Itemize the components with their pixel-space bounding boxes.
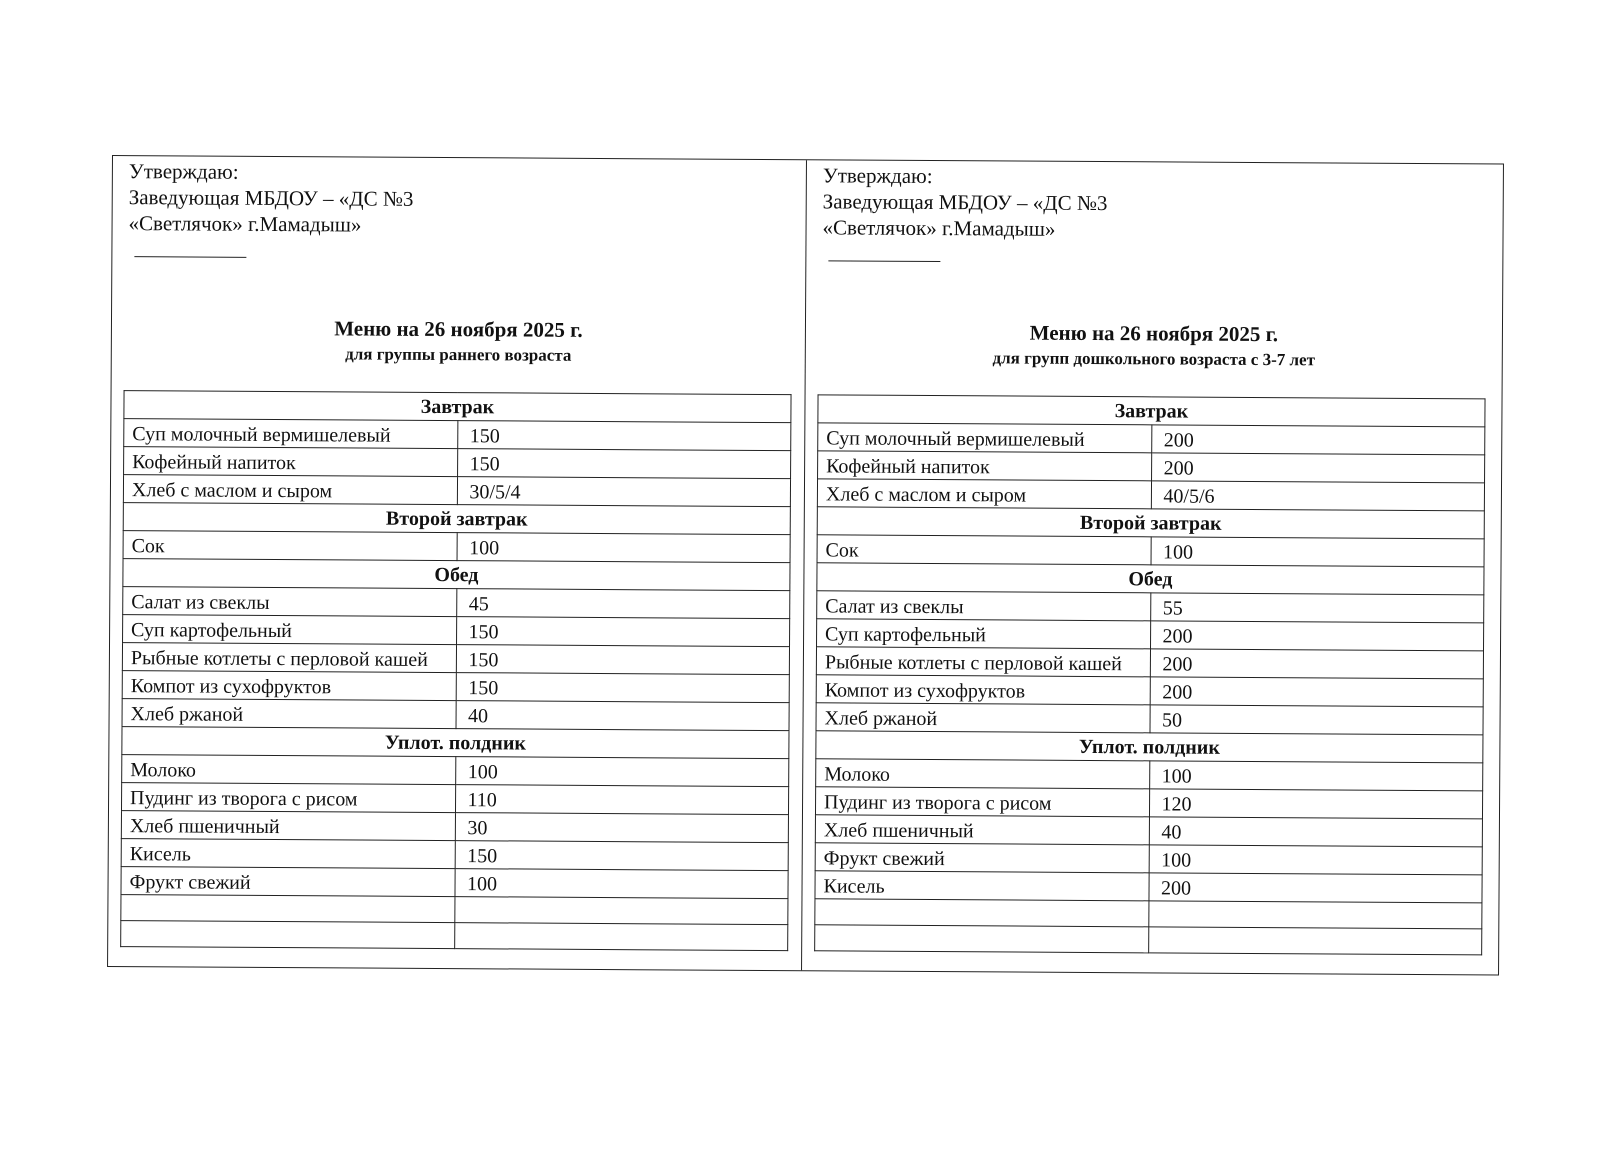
dish-name: Хлеб с маслом и сыром xyxy=(123,475,457,505)
table-row xyxy=(815,787,1482,819)
dish-name: Хлеб пшеничный xyxy=(815,815,1149,845)
empty-cell xyxy=(454,897,788,925)
dish-quantity: 100 xyxy=(1151,537,1485,567)
dish-name: Рыбные котлеты с перловой кашей xyxy=(122,643,456,673)
menu-panel-early-age xyxy=(108,156,806,970)
empty-cell xyxy=(1148,901,1482,929)
section-title: Уплот. полдник xyxy=(816,731,1483,763)
table-row xyxy=(815,843,1482,875)
signature-line xyxy=(828,260,940,262)
table-row xyxy=(123,615,790,647)
empty-cell xyxy=(454,923,788,951)
approval-line: Утверждаю: xyxy=(128,159,239,184)
dish-quantity: 40 xyxy=(456,701,790,731)
table-row xyxy=(122,643,789,675)
dish-quantity: 110 xyxy=(455,785,789,815)
approval-line: «Светлячок» г.Мамадыш» xyxy=(822,215,1056,241)
dish-quantity: 150 xyxy=(455,841,789,871)
table-row xyxy=(818,423,1485,455)
dish-quantity: 55 xyxy=(1150,593,1484,623)
dish-name: Кофейный напиток xyxy=(818,451,1152,481)
dish-quantity: 40 xyxy=(1149,817,1483,847)
table-row xyxy=(121,867,788,899)
dish-name: Молоко xyxy=(122,755,456,785)
menu-subtitle: для группы раннего возраста xyxy=(345,344,572,365)
dish-name: Суп молочный вермишелевый xyxy=(124,419,458,449)
section-header-row xyxy=(124,391,791,423)
table-row xyxy=(816,703,1483,735)
dish-quantity: 100 xyxy=(457,533,791,563)
table-row xyxy=(123,587,790,619)
approval-block xyxy=(128,158,413,259)
section-title: Второй завтрак xyxy=(123,503,790,535)
empty-cell xyxy=(121,921,455,949)
dish-quantity: 200 xyxy=(1151,425,1485,455)
dish-name: Компот из сухофруктов xyxy=(122,671,456,701)
menu-heading xyxy=(806,318,1502,374)
dish-quantity: 100 xyxy=(1149,761,1483,791)
menu-table xyxy=(120,390,791,951)
table-row xyxy=(122,699,789,731)
dish-quantity: 200 xyxy=(1151,453,1485,483)
table-row xyxy=(123,531,790,563)
menu-title: Меню на 26 ноября 2025 г. xyxy=(334,316,583,342)
table-row xyxy=(817,591,1484,623)
section-title: Обед xyxy=(123,559,790,591)
table-row xyxy=(124,447,791,479)
dish-quantity: 200 xyxy=(1150,621,1484,651)
dish-name: Фрукт свежий xyxy=(121,867,455,897)
dish-name: Сок xyxy=(123,531,457,561)
dish-name: Суп картофельный xyxy=(123,615,457,645)
empty-cell xyxy=(815,925,1149,953)
table-row xyxy=(122,671,789,703)
menu-panel-preschool xyxy=(801,160,1503,974)
empty-cell xyxy=(815,899,1149,927)
menu-subtitle: для групп дошкольного возраста с 3-7 лет xyxy=(992,348,1316,370)
section-header-row xyxy=(123,503,790,535)
dish-name: Молоко xyxy=(816,759,1150,789)
section-header-row xyxy=(817,563,1484,595)
dish-quantity: 40/5/6 xyxy=(1151,481,1485,511)
dish-quantity: 150 xyxy=(456,645,790,675)
approval-line: Заведующая МБДОУ – «ДС №3 xyxy=(128,185,414,211)
table-row xyxy=(121,811,788,843)
dish-quantity: 150 xyxy=(457,421,791,451)
dish-quantity: 150 xyxy=(457,449,791,479)
table-row xyxy=(818,451,1485,483)
empty-row xyxy=(121,921,788,951)
dish-quantity: 120 xyxy=(1149,789,1483,819)
table-row xyxy=(123,475,790,507)
dish-name: Салат из свеклы xyxy=(817,591,1151,621)
empty-row xyxy=(815,899,1482,929)
signature-line xyxy=(134,256,246,258)
dish-name: Компот из сухофруктов xyxy=(816,675,1150,705)
empty-cell xyxy=(1148,927,1482,955)
table-row xyxy=(816,647,1483,679)
table-row xyxy=(815,815,1482,847)
menu-heading xyxy=(112,314,805,370)
table-row xyxy=(124,419,791,451)
section-header-row xyxy=(817,507,1484,539)
dish-quantity: 100 xyxy=(455,757,789,787)
menu-title: Меню на 26 ноября 2025 г. xyxy=(1029,320,1279,347)
dish-quantity: 30 xyxy=(455,813,789,843)
dish-quantity: 200 xyxy=(1150,649,1484,679)
dish-name: Суп картофельный xyxy=(817,619,1151,649)
dish-name: Рыбные котлеты с перловой кашей xyxy=(816,647,1150,677)
approval-block xyxy=(822,162,1107,263)
dish-quantity: 150 xyxy=(456,673,790,703)
dish-name: Суп молочный вермишелевый xyxy=(818,423,1152,453)
dish-name: Хлеб с маслом и сыром xyxy=(817,479,1151,509)
section-header-row xyxy=(818,395,1485,427)
approval-line: Утверждаю: xyxy=(822,163,933,189)
section-title: Завтрак xyxy=(124,391,791,423)
menu-table xyxy=(814,394,1485,955)
section-header-row xyxy=(816,731,1483,763)
dish-name: Сок xyxy=(817,535,1151,565)
empty-cell xyxy=(121,895,455,923)
empty-row xyxy=(121,895,788,925)
menu-sheet xyxy=(107,155,1504,975)
table-row xyxy=(817,479,1484,511)
section-title: Завтрак xyxy=(818,395,1485,427)
table-row xyxy=(122,755,789,787)
section-title: Второй завтрак xyxy=(817,507,1484,539)
dish-name: Хлеб пшеничный xyxy=(121,811,455,841)
section-header-row xyxy=(123,559,790,591)
approval-line: Заведующая МБДОУ – «ДС №3 xyxy=(822,189,1108,216)
table-row xyxy=(817,535,1484,567)
dish-name: Хлеб ржаной xyxy=(122,699,456,729)
dish-name: Салат из свеклы xyxy=(123,587,457,617)
table-row xyxy=(816,675,1483,707)
table-row xyxy=(121,839,788,871)
dish-name: Хлеб ржаной xyxy=(816,703,1150,733)
table-row xyxy=(121,783,788,815)
dish-name: Пудинг из творога с рисом xyxy=(121,783,455,813)
approval-line: «Светлячок» г.Мамадыш» xyxy=(128,211,362,237)
dish-quantity: 45 xyxy=(456,589,790,619)
dish-quantity: 30/5/4 xyxy=(457,477,791,507)
dish-quantity: 50 xyxy=(1149,705,1483,735)
dish-quantity: 100 xyxy=(1149,845,1483,875)
table-row xyxy=(817,619,1484,651)
section-header-row xyxy=(122,727,789,759)
dish-quantity: 150 xyxy=(456,617,790,647)
dish-name: Пудинг из творога с рисом xyxy=(815,787,1149,817)
section-title: Уплот. полдник xyxy=(122,727,789,759)
dish-name: Кисель xyxy=(815,871,1149,901)
dish-quantity: 200 xyxy=(1148,873,1482,903)
table-row xyxy=(815,871,1482,903)
dish-name: Кисель xyxy=(121,839,455,869)
dish-quantity: 200 xyxy=(1150,677,1484,707)
table-row xyxy=(816,759,1483,791)
dish-name: Фрукт свежий xyxy=(815,843,1149,873)
section-title: Обед xyxy=(817,563,1484,595)
empty-row xyxy=(815,925,1482,955)
dish-name: Кофейный напиток xyxy=(124,447,458,477)
dish-quantity: 100 xyxy=(454,869,788,899)
